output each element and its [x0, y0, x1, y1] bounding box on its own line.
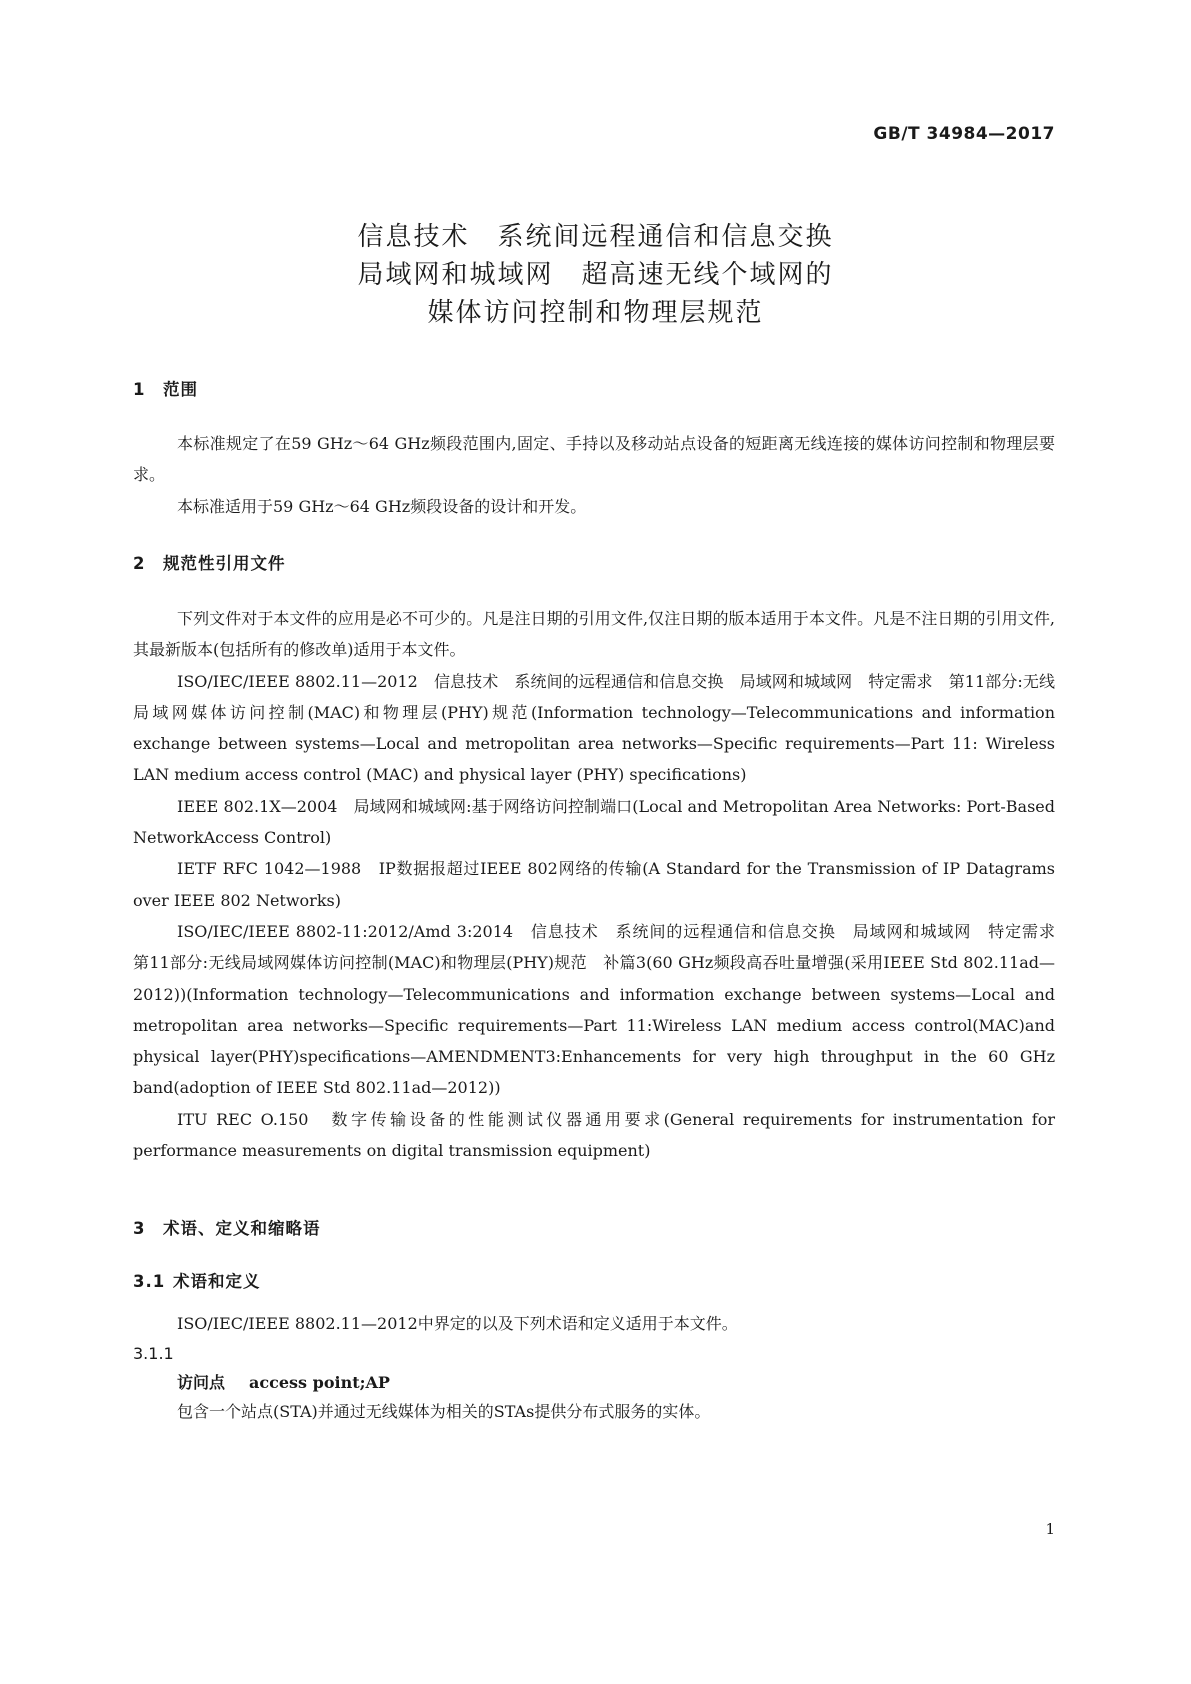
reference-item: ISO/IEC/IEEE 8802.11—2012 信息技术 系统间的远程通信和信息交换 局域网和城域网 特定需求 第11部分:无线局域网媒体访问控制(MAC)和物理层(PHY)规范(Information technology—Telecommunications and information exchange between systems—Local and metropolitan area networks—Specific requirements—Part 11: Wireless LAN medium access control (MAC) and physical layer (PHY) specifications)	[133, 671, 1055, 785]
section-number: 2	[133, 554, 146, 573]
term-number: 3.1.1	[133, 1344, 174, 1363]
title-line-1: 信息技术 系统间远程通信和信息交换	[357, 222, 834, 252]
standard-code: GB/T 34984—2017	[873, 124, 1055, 144]
reference-item: ISO/IEC/IEEE 8802-11:2012/Amd 3:2014 信息技术 系统间的远程通信和信息交换 局域网和城域网 特定需求 第11部分:无线局域网媒体访问控制(MAC)和物理层(PHY)规范 补篇3(60 GHz频段高吞吐量增强(采用IEEE Std 802.11ad—2012))(Information technology—Telecommunications and information exchange between systems—Local and metropolitan area networks—Specific requirements—Part 11:Wireless LAN medium access control(MAC)and physical layer(PHY)specifications—AMENDMENT3:Enhancements for very high throughput in the 60 GHz band(adoption of IEEE Std 802.11ad—2012))	[133, 921, 1072, 1098]
term-english: access point;AP	[249, 1373, 390, 1392]
section-2-body	[133, 603, 1072, 1166]
section-2-heading	[133, 550, 286, 574]
section-title: 术语、定义和缩略语	[163, 1219, 321, 1238]
term-chinese: 访问点	[177, 1373, 226, 1392]
paragraph: 下列文件对于本文件的应用是必不可少的。凡是注日期的引用文件,仅注日期的版本适用于本文件。凡是不注日期的引用文件,其最新版本(包括所有的修改单)适用于本文件。	[133, 609, 1055, 660]
paragraph: 本标准适用于59 GHz～64 GHz频段设备的设计和开发。	[177, 496, 587, 516]
section-1-heading	[133, 376, 198, 400]
reference-item: ITU REC O.150 数字传输设备的性能测试仪器通用要求(General requirements for instrumentation for performance measurements on digital transmission equipment)	[133, 1109, 1055, 1161]
reference-item: IETF RFC 1042—1988 IP数据报超过IEEE 802网络的传输(A Standard for the Transmission of IP Datagrams over IEEE 802 Networks)	[133, 859, 1055, 910]
section-3-1-heading	[133, 1268, 261, 1292]
section-title: 范围	[163, 380, 198, 399]
section-title: 术语和定义	[173, 1272, 261, 1291]
paragraph: 本标准规定了在59 GHz～64 GHz频段范围内,固定、手持以及移动站点设备的短距离无线连接的媒体访问控制和物理层要求。	[133, 434, 1055, 485]
term-entry	[177, 1370, 390, 1393]
section-number: 3.1	[133, 1272, 166, 1291]
paragraph: ISO/IEC/IEEE 8802.11—2012中界定的以及下列术语和定义适用于本文件。	[177, 1314, 738, 1333]
section-1-body	[133, 428, 1055, 522]
title-line-3: 媒体访问控制和物理层规范	[427, 298, 764, 328]
reference-item: IEEE 802.1X—2004 局域网和城域网:基于网络访问控制端口(Local and Metropolitan Area Networks: Port-Based NetworkAccess Control)	[133, 796, 1055, 848]
document-title	[0, 218, 1191, 332]
section-title: 规范性引用文件	[163, 554, 286, 573]
section-number: 3	[133, 1219, 146, 1238]
definition-text: 包含一个站点(STA)并通过无线媒体为相关的STAs提供分布式服务的实体。	[177, 1402, 711, 1421]
section-3-heading	[133, 1215, 321, 1239]
page-number: 1	[1045, 1520, 1055, 1538]
section-number: 1	[133, 380, 146, 399]
title-line-2: 局域网和城域网 超高速无线个域网的	[357, 260, 834, 290]
term-definition	[133, 1396, 1055, 1427]
section-3-1-intro	[133, 1308, 1055, 1339]
